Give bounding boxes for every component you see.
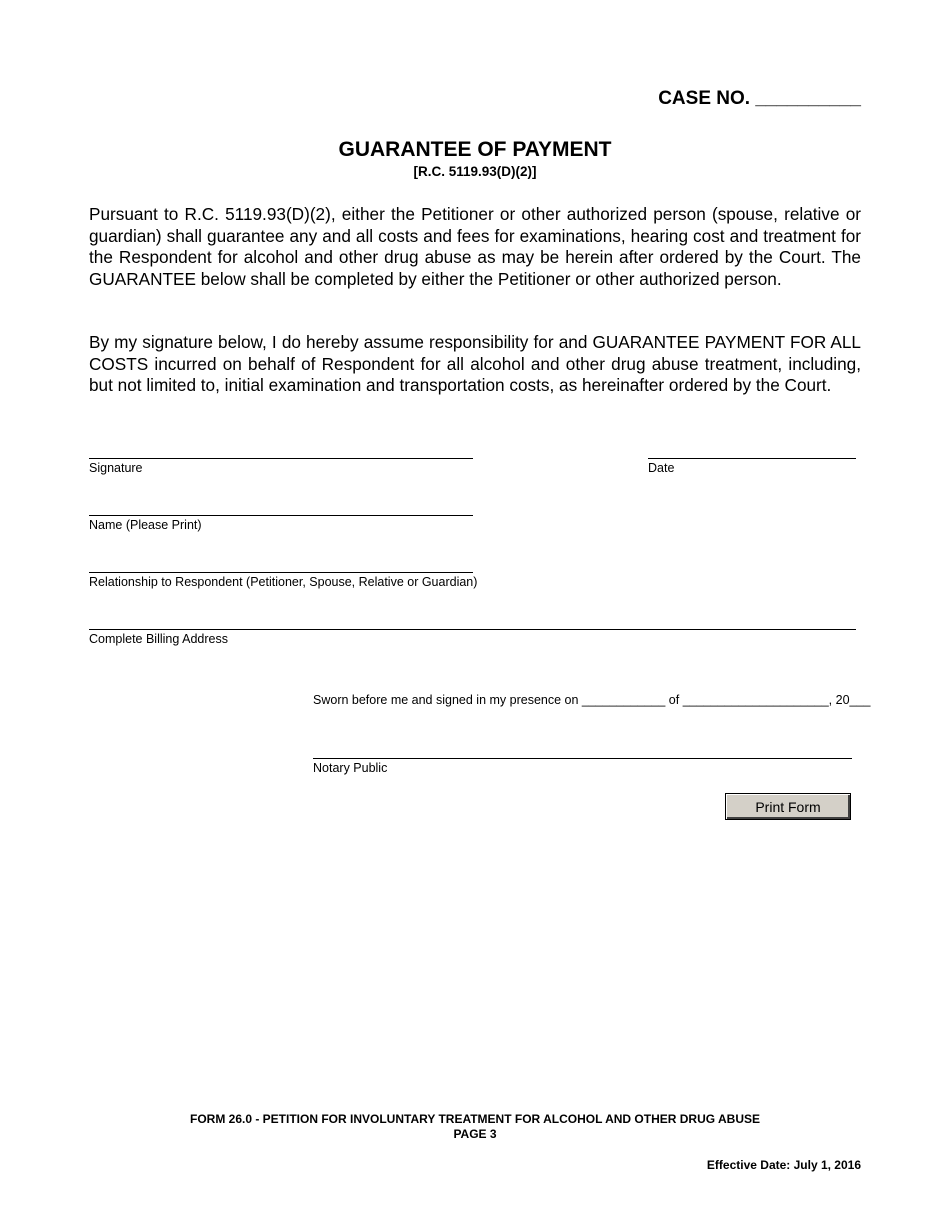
billing-address-label: Complete Billing Address [89, 632, 228, 646]
guarantee-paragraph-1: Pursuant to R.C. 5119.93(D)(2), either the Petitioner or other authorized person (spouse, relative or guardian) shall guarantee any and all costs and fees for examinations, hearing cost and treatment for the Respondent for alcohol and other drug abuse as may be herein after ordered by the Court. The GUARANTEE below shall be completed by either the Petitioner or other authorized person. [89, 204, 861, 289]
signature-line[interactable] [89, 458, 473, 459]
relationship-line[interactable] [89, 572, 473, 573]
effective-date: Effective Date: July 1, 2016 [706, 1158, 861, 1172]
footer-page-number: PAGE 3 [453, 1127, 497, 1141]
guarantee-paragraph-2: By my signature below, I do hereby assume responsibility for and GUARANTEE PAYMENT FOR ALL COSTS incurred on behalf of Respondent for all alcohol and other drug abuse treatment, including, but not limited to, initial examination and transportation costs, as hereinafter ordered by the Court. [89, 332, 861, 395]
form-title: GUARANTEE OF PAYMENT [338, 138, 612, 161]
sworn-statement: Sworn before me and signed in my presence on ____________ of _____________________, 20___ [313, 693, 871, 707]
case-number: CASE NO. __________ [658, 88, 861, 109]
signature-label: Signature [89, 461, 143, 475]
date-label: Date [648, 461, 675, 475]
relationship-label: Relationship to Respondent (Petitioner, Spouse, Relative or Guardian) [89, 575, 478, 589]
footer-form-title: FORM 26.0 - PETITION FOR INVOLUNTARY TREATMENT FOR ALCOHOL AND OTHER DRUG ABUSE [189, 1112, 760, 1126]
name-line[interactable] [89, 515, 473, 516]
notary-line[interactable] [313, 758, 852, 759]
statute-reference: [R.C. 5119.93(D)(2)] [413, 164, 537, 179]
name-label: Name (Please Print) [89, 518, 202, 532]
billing-address-line[interactable] [89, 629, 856, 630]
notary-label: Notary Public [313, 761, 388, 775]
print-form-button[interactable]: Print Form [725, 793, 851, 820]
date-line[interactable] [648, 458, 856, 459]
